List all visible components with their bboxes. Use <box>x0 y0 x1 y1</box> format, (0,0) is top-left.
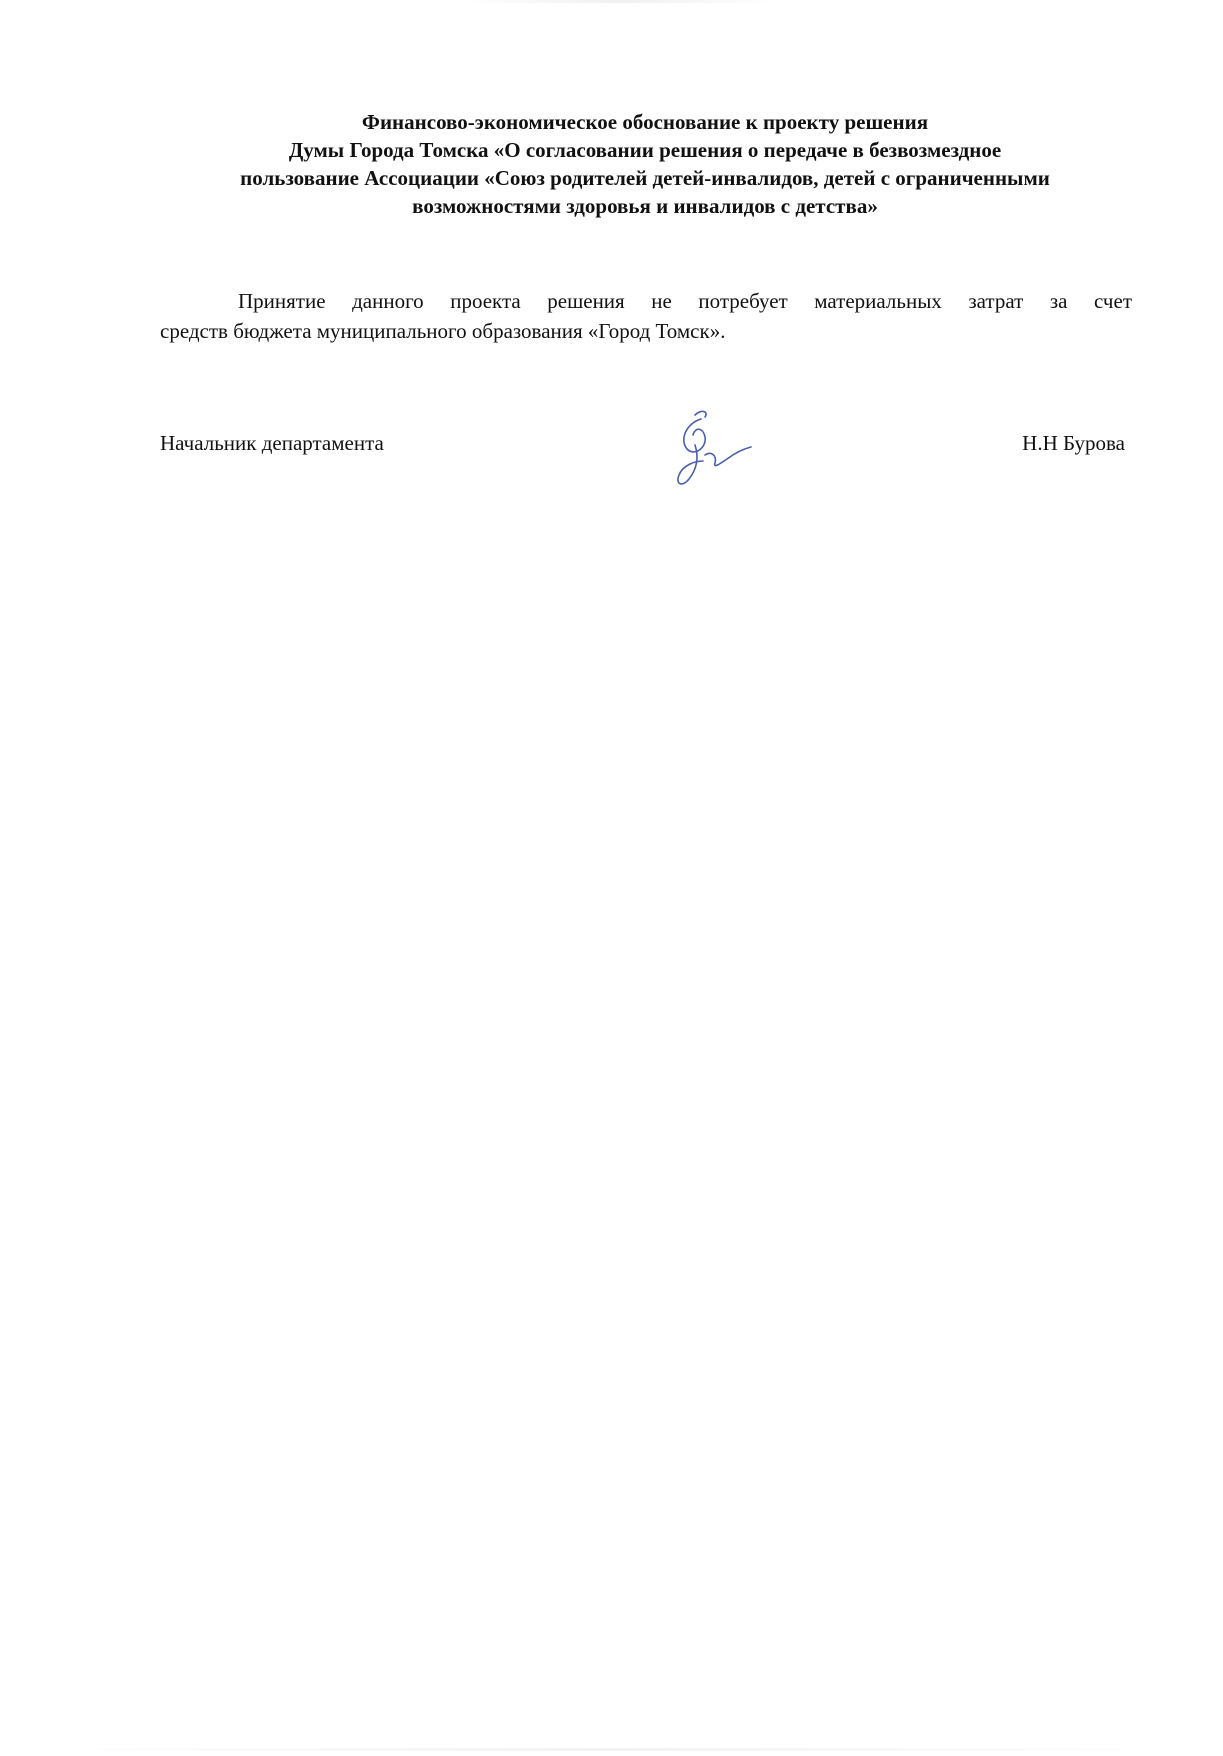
scan-artifact-bottom <box>30 1748 1190 1751</box>
handwritten-signature-icon <box>665 405 761 493</box>
title-line-3: пользование Ассоциации «Союз родителей детей-инвалидов, детей с ограниченными <box>240 166 1050 190</box>
body-paragraph <box>160 286 1132 346</box>
signer-position: Начальник департамента <box>160 431 384 455</box>
scan-artifact-top <box>460 0 780 3</box>
signer-name: Н.Н Бурова <box>1022 431 1125 455</box>
title-line-4: возможностями здоровья и инвалидов с детства» <box>412 194 878 218</box>
title-line-1: Финансово-экономическое обоснование к проекту решения <box>361 110 929 134</box>
document-title <box>150 108 1140 220</box>
body-line-2: средств бюджета муниципального образования «Город Томск». <box>160 319 726 343</box>
body-line-1: Принятие данного проекта решения не потребует материальных затрат за счет <box>238 289 1132 313</box>
title-line-2: Думы Города Томска «О согласовании решения о передаче в безвозмездное <box>288 138 1002 162</box>
